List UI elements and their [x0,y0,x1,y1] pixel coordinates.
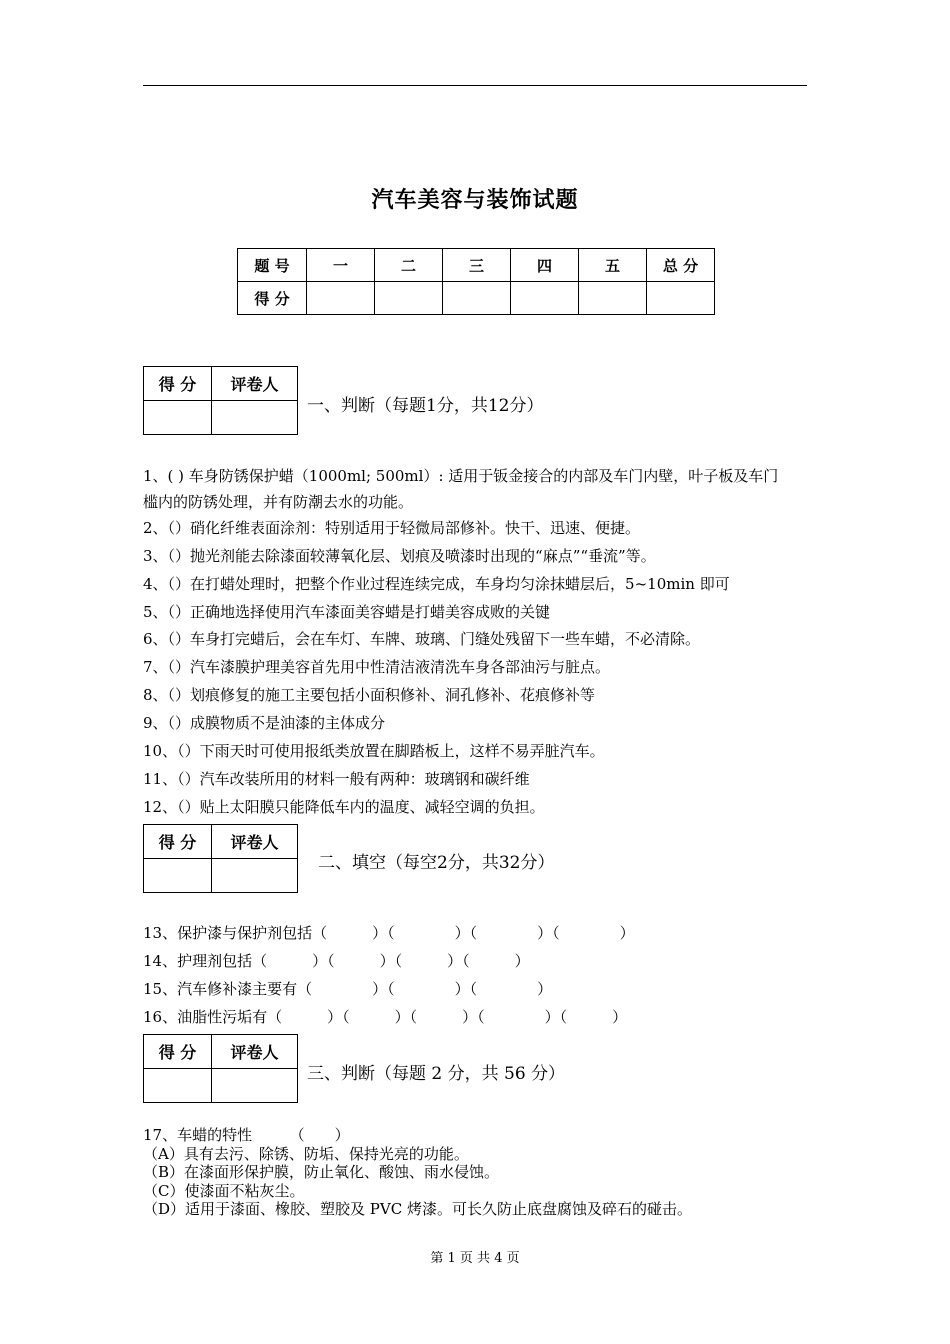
header-cell: 二 [375,249,443,282]
section-title: 二、填空（每空2分，共32分） [318,853,555,873]
grader-box [143,824,298,893]
option-line: （A）具有去污、除锈、防垢、保持光亮的功能。 [143,1145,469,1163]
header-cell: 总 分 [647,249,715,282]
question-stem: 17、车蜡的特性 （ ） [143,1126,350,1144]
grader-reviewer-cell [212,401,298,435]
row-label-cell: 得 分 [238,282,307,315]
header-cell: 题 号 [238,249,307,282]
grader-box [143,1034,298,1103]
grader-score-label: 得 分 [144,1035,212,1069]
score-cell [511,282,579,315]
fill-line: 14、护理剂包括（ ）（ ）（ ）（ ） [143,952,530,970]
score-table [237,248,715,315]
page-footer: 第 1 页 共 4 页 [430,1251,520,1266]
question-line: 8、（）划痕修复的施工主要包括小面积修补、洞孔修补、花痕修补等 [143,686,596,704]
question-line: 12、（）贴上太阳膜只能降低车内的温度、减轻空调的负担。 [143,798,545,816]
question-line: 2、（）硝化纤维表面涂剂：特别适用于轻微局部修补。快干、迅速、便捷。 [143,519,641,537]
fill-line: 13、保护漆与保护剂包括（ ）（ ）（ ）（ ） [143,924,635,942]
grader-score-cell [144,1069,212,1103]
section-title: 三、判断（每题 2 分，共 56 分） [307,1064,566,1084]
question-line: 6、（）车身打完蜡后，会在车灯、车牌、玻璃、门缝处残留下一些车蜡，不必清除。 [143,630,701,648]
header-cell: 一 [307,249,375,282]
fill-line: 15、汽车修补漆主要有（ ）（ ）（ ） [143,980,553,998]
score-cell [375,282,443,315]
score-table-header-row [238,249,715,282]
section-title: 一、判断（每题1分，共12分） [307,396,544,416]
fill-line: 16、油脂性污垢有（ ）（ ）（ ）（ ）（ ） [143,1008,628,1026]
grader-score-cell [144,859,212,893]
grader-reviewer-cell [212,859,298,893]
grader-reviewer-label: 评卷人 [212,367,298,401]
page-title: 汽车美容与装饰试题 [371,188,579,213]
header-cell: 五 [579,249,647,282]
question-line: 11、（）汽车改装所用的材料一般有两种：玻璃钢和碳纤维 [143,770,530,788]
score-cell [443,282,511,315]
header-cell: 三 [443,249,511,282]
grader-score-cell [144,401,212,435]
header-rule [143,85,807,86]
question-line: 5、（）正确地选择使用汽车漆面美容蜡是打蜡美容成败的关键 [143,603,551,621]
question-line: 3、（）抛光剂能去除漆面较薄氧化层、划痕及喷漆时出现的“麻点”“垂流”等。 [143,547,656,565]
question-line: 4、（）在打蜡处理时，把整个作业过程连续完成，车身均匀涂抹蜡层后，5~10min 即可 [143,575,730,593]
option-line: （C）使漆面不粘灰尘。 [143,1182,305,1200]
option-line: （D）适用于漆面、橡胶、塑胶及 PVC 烤漆。可长久防止底盘腐蚀及碎石的碰击。 [143,1200,692,1218]
question-line: 1、( ) 车身防锈保护蜡（1000ml; 500ml）: 适用于钣金接合的内部及车门内壁，叶子板及车门 [143,467,779,485]
score-cell [579,282,647,315]
grader-box [143,366,298,435]
option-line: （B）在漆面形保护膜，防止氧化、酸蚀、雨水侵蚀。 [143,1163,500,1181]
grader-reviewer-cell [212,1069,298,1103]
grader-reviewer-label: 评卷人 [212,825,298,859]
question-line: 7、（）汽车漆膜护理美容首先用中性清洁液清洗车身各部油污与脏点。 [143,658,611,676]
question-line: 槛内的防锈处理，并有防潮去水的功能。 [143,493,414,511]
score-cell [307,282,375,315]
question-line: 10、（）下雨天时可使用报纸类放置在脚踏板上，这样不易弄脏汽车。 [143,742,605,760]
grader-score-label: 得 分 [144,367,212,401]
grader-score-label: 得 分 [144,825,212,859]
header-cell: 四 [511,249,579,282]
grader-reviewer-label: 评卷人 [212,1035,298,1069]
score-table-score-row [238,282,715,315]
question-line: 9、（）成膜物质不是油漆的主体成分 [143,714,386,732]
score-cell [647,282,715,315]
